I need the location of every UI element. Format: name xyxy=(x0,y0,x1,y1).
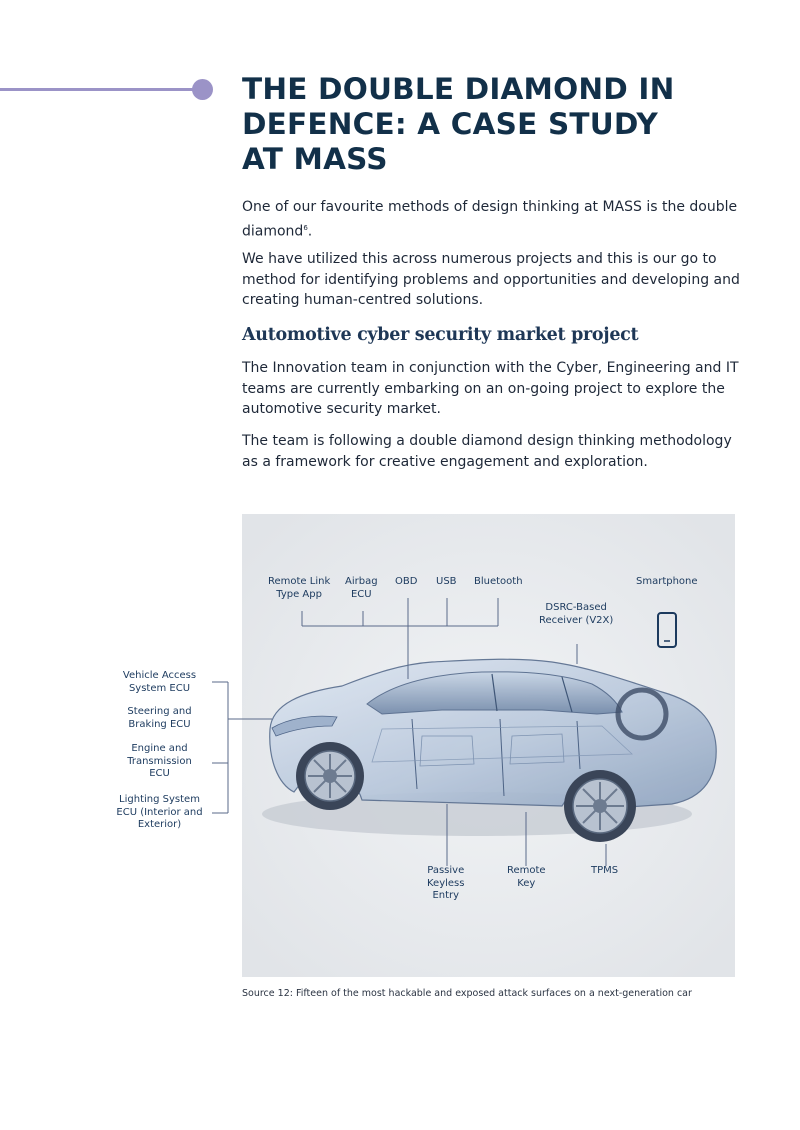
label-obd: OBD xyxy=(395,576,418,587)
page-title-line: DEFENCE: A CASE STUDY xyxy=(242,107,658,141)
label-tpms: TPMS xyxy=(591,865,619,876)
label-bluetooth: Bluetooth xyxy=(474,576,523,587)
label-smartphone: Smartphone xyxy=(636,576,698,587)
figure-caption: Source 12: Fifteen of the most hackable and exposed attack surfaces on a next-generation car xyxy=(242,988,692,999)
car-attack-surface-figure xyxy=(242,514,735,977)
decorative-rule xyxy=(0,88,200,91)
label-remote-link-app: Remote Link Type App xyxy=(268,576,331,600)
page-title xyxy=(242,72,762,177)
page-title-line: AT MASS xyxy=(242,142,388,176)
decorative-dot xyxy=(192,79,213,100)
footnote-marker: 6 xyxy=(303,223,308,232)
label-vehicle-access-ecu: Vehicle Access System ECU xyxy=(122,670,197,694)
label-usb: USB xyxy=(436,576,457,587)
intro-text-end: . xyxy=(307,223,313,240)
section-subheading: Automotive cyber security market project xyxy=(242,325,639,345)
label-dsrc-receiver: DSRC-Based Receiver (V2X) xyxy=(539,602,614,626)
section-paragraph-1: The Innovation team in conjunction with the Cyber, Engineering and IT teams are currently embarking on an on-going project to explore the automotive security market. xyxy=(242,360,739,417)
page-title-line: THE DOUBLE DIAMOND IN xyxy=(242,72,675,106)
label-passive-keyless-entry: Passive Keyless Entry xyxy=(427,865,465,901)
intro-paragraph-1 xyxy=(242,197,742,242)
intro-text: One of our favourite methods of design thinking at MASS is the double diamond xyxy=(242,199,738,240)
label-remote-key: Remote Key xyxy=(507,865,546,889)
section-paragraph-2: The team is following a double diamond design thinking methodology as a framework for creative engagement and exploration. xyxy=(242,433,732,470)
label-engine-transmission-ecu: Engine and Transmission ECU xyxy=(127,743,192,779)
label-lighting-system-ecu: Lighting System ECU (Interior and Exterior) xyxy=(116,794,203,830)
label-airbag-ecu: Airbag ECU xyxy=(345,576,378,600)
label-steering-braking-ecu: Steering and Braking ECU xyxy=(127,706,192,730)
intro-paragraph-2: We have utilized this across numerous projects and this is our go to method for identifying problems and opportunities and developing and creating human-centred solutions. xyxy=(242,251,740,308)
